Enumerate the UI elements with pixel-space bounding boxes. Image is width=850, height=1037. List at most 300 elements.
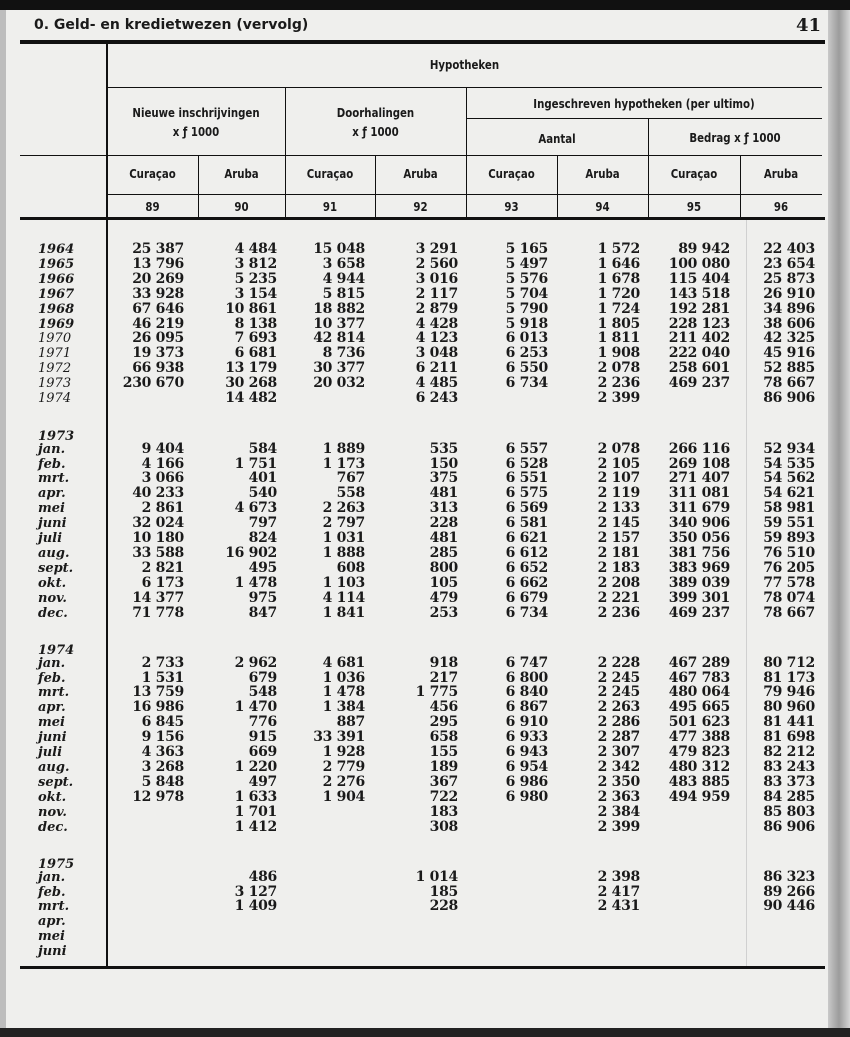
scan-top-edge <box>0 0 850 10</box>
table-row <box>0 346 830 361</box>
table-cell: 2 105 <box>597 455 640 472</box>
row-label: mei <box>38 501 65 517</box>
table-cell: 6 986 <box>505 773 548 790</box>
col-divider <box>285 88 286 218</box>
table-row <box>0 805 830 820</box>
table-cell: 33 588 <box>132 544 184 561</box>
table-cell: 89 266 <box>763 883 815 900</box>
table-cell: 13 796 <box>132 255 184 272</box>
table-cell: 6 013 <box>505 330 548 347</box>
header-bedrag: Bedrag x ƒ 1000 <box>689 131 781 145</box>
table-cell: 2 962 <box>234 654 277 671</box>
table-cell: 295 <box>429 714 458 731</box>
table-cell: 9 156 <box>141 729 184 746</box>
table-cell: 15 048 <box>313 241 365 257</box>
column-number: 95 <box>686 200 702 214</box>
table-cell: 20 269 <box>132 270 184 287</box>
table-cell: 76 510 <box>763 544 815 561</box>
table-row <box>0 760 830 775</box>
table-row <box>0 531 830 546</box>
table-cell: 5 497 <box>505 255 548 272</box>
table-cell: 6 173 <box>141 574 184 591</box>
row-label: juni <box>38 944 67 960</box>
table-cell: 1 841 <box>322 604 365 621</box>
row-label: jan. <box>38 655 66 671</box>
table-cell: 1 220 <box>234 758 277 775</box>
row-label: mei <box>38 929 65 945</box>
table-cell: 5 165 <box>505 241 548 257</box>
table-row <box>0 442 830 457</box>
table-cell: 2 398 <box>597 868 640 885</box>
table-cell: 6 253 <box>505 345 548 362</box>
table-cell: 480 312 <box>668 758 730 775</box>
table-cell: 271 407 <box>668 470 730 487</box>
table-cell: 1 409 <box>234 898 277 915</box>
column-header-aruba: Aruba <box>585 167 620 181</box>
table-cell: 6 652 <box>505 559 548 576</box>
table-row <box>0 257 830 272</box>
table-cell: 1 720 <box>597 285 640 302</box>
table-cell: 2 183 <box>597 559 640 576</box>
table-cell: 381 756 <box>668 544 730 561</box>
table-cell: 16 986 <box>132 699 184 716</box>
table-cell: 105 <box>429 574 458 591</box>
table-cell: 1 805 <box>597 315 640 332</box>
table-cell: 1 811 <box>597 330 640 347</box>
table-cell: 76 205 <box>763 559 815 576</box>
table-cell: 2 221 <box>597 589 640 606</box>
table-cell: 54 535 <box>763 455 815 472</box>
table-cell: 52 934 <box>763 440 815 457</box>
row-label: sept. <box>38 560 74 576</box>
table-cell: 399 301 <box>668 589 730 606</box>
column-header-aruba: Aruba <box>403 167 438 181</box>
table-cell: 1 646 <box>597 255 640 272</box>
table-cell: 2 384 <box>597 803 640 820</box>
column-number: 92 <box>413 200 428 214</box>
row-label: feb. <box>38 456 66 472</box>
table-cell: 1 751 <box>234 455 277 472</box>
table-cell: 2 560 <box>415 255 458 272</box>
bottom-rule <box>20 966 825 969</box>
section-year-label: 1974 <box>38 643 75 658</box>
table-cell: 494 959 <box>668 788 730 805</box>
table-cell: 2 263 <box>322 500 365 517</box>
table-row <box>0 242 830 257</box>
table-cell: 100 080 <box>668 255 730 272</box>
table-cell: 2 245 <box>597 669 640 686</box>
table-cell: 45 916 <box>763 345 815 362</box>
table-cell: 975 <box>248 589 277 606</box>
table-cell: 13 759 <box>132 684 184 701</box>
table-cell: 269 108 <box>668 455 730 472</box>
table-cell: 1 701 <box>234 803 277 820</box>
table-cell: 2 181 <box>597 544 640 561</box>
table-cell: 308 <box>429 818 458 835</box>
table-cell: 2 342 <box>597 758 640 775</box>
table-cell: 1 014 <box>415 868 458 885</box>
table-cell: 1 103 <box>322 574 365 591</box>
table-cell: 228 123 <box>668 315 730 332</box>
table-cell: 83 243 <box>763 758 815 775</box>
table-row <box>0 885 830 900</box>
table-cell: 46 219 <box>132 315 184 332</box>
table-row <box>0 944 830 959</box>
row-label: 1967 <box>38 286 75 302</box>
table-cell: 824 <box>248 530 277 547</box>
row-label: okt. <box>38 575 67 591</box>
table-cell: 540 <box>248 485 277 502</box>
table-cell: 10 180 <box>132 530 184 547</box>
table-cell: 2 797 <box>322 515 365 532</box>
table-cell: 81 698 <box>763 729 815 746</box>
row-label: mrt. <box>38 899 70 915</box>
table-row <box>0 715 830 730</box>
column-header-aruba: Aruba <box>224 167 259 181</box>
table-cell: 6 243 <box>415 390 458 406</box>
table-cell: 1 036 <box>322 669 365 686</box>
table-cell: 3 291 <box>415 241 458 257</box>
table-cell: 4 123 <box>415 330 458 347</box>
table-cell: 1 478 <box>234 574 277 591</box>
row-label: nov. <box>38 804 67 820</box>
table-cell: 1 470 <box>234 699 277 716</box>
table-row <box>0 272 830 287</box>
table-cell: 185 <box>429 883 458 900</box>
table-cell: 32 024 <box>132 515 184 532</box>
table-cell: 2 861 <box>141 500 184 517</box>
table-cell: 1 384 <box>322 699 365 716</box>
table-row <box>0 899 830 914</box>
table-cell: 6 840 <box>505 684 548 701</box>
table-cell: 1 724 <box>597 300 640 317</box>
table-cell: 2 431 <box>597 898 640 915</box>
table-cell: 847 <box>248 604 277 621</box>
row-label: 1968 <box>38 301 75 317</box>
table-cell: 66 938 <box>132 360 184 377</box>
table-cell: 6 845 <box>141 714 184 731</box>
table-cell: 16 902 <box>225 544 277 561</box>
col-divider <box>648 118 649 218</box>
table-cell: 481 <box>429 485 458 502</box>
column-number: 91 <box>322 200 338 214</box>
header-doorhalingen: Doorhalingen <box>336 106 415 120</box>
table-cell: 6 612 <box>505 544 548 561</box>
table-cell: 6 747 <box>505 654 548 671</box>
column-header-curacao: Curaçao <box>306 167 354 181</box>
page-binding-edge <box>828 10 850 1037</box>
table-cell: 155 <box>429 744 458 761</box>
table-cell: 1 888 <box>322 544 365 561</box>
table-row <box>0 591 830 606</box>
table-cell: 2 350 <box>597 773 640 790</box>
table-row <box>0 391 830 406</box>
table-cell: 4 166 <box>141 455 184 472</box>
table-cell: 58 981 <box>763 500 815 517</box>
row-label: 1964 <box>38 242 75 257</box>
column-number: 94 <box>595 200 610 214</box>
table-row <box>0 685 830 700</box>
table-cell: 797 <box>248 515 277 532</box>
table-cell: 85 803 <box>763 803 815 820</box>
row-label: mei <box>38 715 65 731</box>
table-cell: 1 928 <box>322 744 365 761</box>
table-cell: 1 678 <box>597 270 640 287</box>
table-cell: 2 157 <box>597 530 640 547</box>
table-row <box>0 730 830 745</box>
row-label: sept. <box>38 774 74 790</box>
table-cell: 1 478 <box>322 684 365 701</box>
table-cell: 375 <box>429 470 458 487</box>
table-cell: 311 679 <box>668 500 730 517</box>
table-cell: 1 412 <box>234 818 277 835</box>
table-cell: 3 154 <box>234 285 277 302</box>
table-cell: 918 <box>429 654 458 671</box>
table-cell: 4 363 <box>141 744 184 761</box>
row-label: dec. <box>38 819 68 835</box>
table-cell: 230 670 <box>122 375 184 392</box>
row-label: mrt. <box>38 471 70 487</box>
table-cell: 608 <box>336 559 365 576</box>
row-label: feb. <box>38 670 66 686</box>
table-cell: 20 032 <box>313 375 365 392</box>
table-cell: 7 693 <box>234 330 277 347</box>
table-cell: 1 173 <box>322 455 365 472</box>
table-row <box>0 457 830 472</box>
table-cell: 481 <box>429 530 458 547</box>
table-cell: 228 <box>429 898 458 915</box>
table-cell: 2 286 <box>597 714 640 731</box>
table-cell: 6 569 <box>505 500 548 517</box>
table-row <box>0 745 830 760</box>
table-cell: 6 662 <box>505 574 548 591</box>
table-row <box>0 820 830 835</box>
table-cell: 80 712 <box>763 654 815 671</box>
table-cell: 477 388 <box>668 729 730 746</box>
table-cell: 78 667 <box>763 375 815 392</box>
table-cell: 10 377 <box>313 315 365 332</box>
table-cell: 479 823 <box>668 744 730 761</box>
table-cell: 2 236 <box>597 375 640 392</box>
column-header-curacao: Curaçao <box>670 167 718 181</box>
table-cell: 6 211 <box>415 360 458 377</box>
table-cell: 258 601 <box>668 360 730 377</box>
table-cell: 12 978 <box>132 788 184 805</box>
row-label: 1969 <box>38 316 75 332</box>
table-cell: 183 <box>429 803 458 820</box>
table-cell: 78 667 <box>763 604 815 621</box>
table-cell: 2 399 <box>597 818 640 835</box>
table-row <box>0 302 830 317</box>
table-cell: 3 812 <box>234 255 277 272</box>
table-cell: 78 074 <box>763 589 815 606</box>
table-cell: 2 263 <box>597 699 640 716</box>
table-row <box>0 656 830 671</box>
table-cell: 495 <box>248 559 277 576</box>
table-cell: 285 <box>429 544 458 561</box>
table-row <box>0 486 830 501</box>
table-cell: 483 885 <box>668 773 730 790</box>
table-cell: 18 882 <box>313 300 365 317</box>
table-cell: 266 116 <box>668 440 730 457</box>
table-cell: 6 980 <box>505 788 548 805</box>
table-cell: 4 673 <box>234 500 277 517</box>
table-cell: 10 861 <box>225 300 277 317</box>
table-cell: 54 621 <box>763 485 815 502</box>
rule <box>107 194 822 195</box>
row-label: dec. <box>38 605 68 621</box>
table-row <box>0 317 830 332</box>
column-header-curacao: Curaçao <box>129 167 176 181</box>
table-cell: 23 654 <box>763 255 815 272</box>
table-cell: 1 908 <box>597 345 640 362</box>
table-cell: 14 482 <box>225 390 277 406</box>
row-label: juni <box>38 516 67 532</box>
row-label: 1966 <box>38 271 75 287</box>
table-cell: 6 933 <box>505 729 548 746</box>
table-cell: 1 531 <box>141 669 184 686</box>
row-label: aug. <box>38 545 70 561</box>
table-cell: 25 387 <box>132 241 184 257</box>
table-cell: 6 528 <box>505 455 548 472</box>
table-cell: 8 138 <box>234 315 277 332</box>
table-cell: 253 <box>429 604 458 621</box>
table-cell: 497 <box>248 773 277 790</box>
table-cell: 2 117 <box>415 285 458 302</box>
table-row <box>0 361 830 376</box>
table-cell: 558 <box>336 485 365 502</box>
table-cell: 2 879 <box>415 300 458 317</box>
table-cell: 22 403 <box>763 241 815 257</box>
table-row <box>0 546 830 561</box>
table-cell: 211 402 <box>668 330 730 347</box>
column-header-curacao: Curaçao <box>488 167 535 181</box>
row-label: apr. <box>38 700 66 716</box>
table-cell: 1 633 <box>234 788 277 805</box>
row-label: 1970 <box>38 331 72 347</box>
table-cell: 42 325 <box>763 330 815 347</box>
table-cell: 71 778 <box>132 604 184 621</box>
table-cell: 14 377 <box>132 589 184 606</box>
table-cell: 679 <box>248 669 277 686</box>
table-cell: 2 145 <box>597 515 640 532</box>
table-cell: 59 893 <box>763 530 815 547</box>
table-cell: 1 775 <box>415 684 458 701</box>
table-cell: 33 928 <box>132 285 184 302</box>
table-cell: 6 557 <box>505 440 548 457</box>
header-hypotheken: Hypotheken <box>429 58 500 72</box>
row-label: mrt. <box>38 685 70 701</box>
column-header-aruba: Aruba <box>763 167 799 181</box>
table-cell: 5 704 <box>505 285 548 302</box>
table-cell: 228 <box>429 515 458 532</box>
table-cell: 59 551 <box>763 515 815 532</box>
rule <box>466 118 822 119</box>
table-cell: 217 <box>429 669 458 686</box>
table-cell: 86 906 <box>763 818 815 835</box>
table-cell: 89 942 <box>678 241 730 257</box>
section-year-label: 1973 <box>38 429 75 444</box>
table-row <box>0 516 830 531</box>
table-cell: 467 289 <box>668 654 730 671</box>
row-label: juli <box>38 531 63 547</box>
table-cell: 6 943 <box>505 744 548 761</box>
table-cell: 584 <box>248 440 277 457</box>
table-cell: 469 237 <box>668 375 730 392</box>
table-cell: 480 064 <box>668 684 730 701</box>
table-cell: 79 946 <box>763 684 815 701</box>
page-number: 41 <box>796 15 822 36</box>
rule <box>20 155 822 156</box>
table-cell: 2 276 <box>322 773 365 790</box>
table-cell: 81 173 <box>763 669 815 686</box>
table-cell: 189 <box>429 758 458 775</box>
table-cell: 77 578 <box>763 574 815 591</box>
table-cell: 2 779 <box>322 758 365 775</box>
table-cell: 313 <box>429 500 458 517</box>
table-row <box>0 561 830 576</box>
table-row <box>0 501 830 516</box>
table-cell: 383 969 <box>668 559 730 576</box>
col-divider <box>740 155 741 218</box>
table-cell: 4 681 <box>322 654 365 671</box>
table-cell: 4 428 <box>415 315 458 332</box>
table-cell: 192 281 <box>668 300 730 317</box>
rule <box>107 87 822 88</box>
header-nieuwe-inschrijvingen: Nieuwe inschrijvingen <box>132 106 260 120</box>
table-cell: 6 910 <box>505 714 548 731</box>
column-number: 90 <box>234 200 249 214</box>
row-label: jan. <box>38 869 66 885</box>
table-cell: 4 944 <box>322 270 365 287</box>
table-cell: 1 889 <box>322 440 365 457</box>
row-label: okt. <box>38 789 67 805</box>
row-label: apr. <box>38 486 66 502</box>
table-cell: 776 <box>248 714 277 731</box>
table-row <box>0 331 830 346</box>
table-cell: 1 031 <box>322 530 365 547</box>
table-cell: 1 572 <box>597 241 640 257</box>
table-cell: 486 <box>248 868 277 885</box>
table-cell: 669 <box>248 744 277 761</box>
table-cell: 5 848 <box>141 773 184 790</box>
table-cell: 83 373 <box>763 773 815 790</box>
table-cell: 915 <box>248 729 277 746</box>
table-cell: 350 056 <box>668 530 730 547</box>
table-cell: 52 885 <box>763 360 815 377</box>
table-cell: 456 <box>429 699 458 716</box>
table-cell: 6 679 <box>505 589 548 606</box>
scan-bottom-edge <box>0 1028 850 1037</box>
table-cell: 84 285 <box>763 788 815 805</box>
table-cell: 3 016 <box>415 270 458 287</box>
table-cell: 2 821 <box>141 559 184 576</box>
table-row <box>0 914 830 929</box>
table-cell: 2 208 <box>597 574 640 591</box>
table-cell: 9 404 <box>141 440 184 457</box>
table-cell: 25 873 <box>763 270 815 287</box>
col-divider <box>557 155 558 218</box>
header-bottom-rule <box>20 217 825 220</box>
table-cell: 548 <box>248 684 277 701</box>
table-cell: 34 896 <box>763 300 815 317</box>
table-cell: 6 954 <box>505 758 548 775</box>
table-cell: 2 245 <box>597 684 640 701</box>
section-title: 0. Geld- en kredietwezen (vervolg) <box>34 17 309 33</box>
table-cell: 81 441 <box>763 714 815 731</box>
table-cell: 389 039 <box>668 574 730 591</box>
table-cell: 222 040 <box>668 345 730 362</box>
